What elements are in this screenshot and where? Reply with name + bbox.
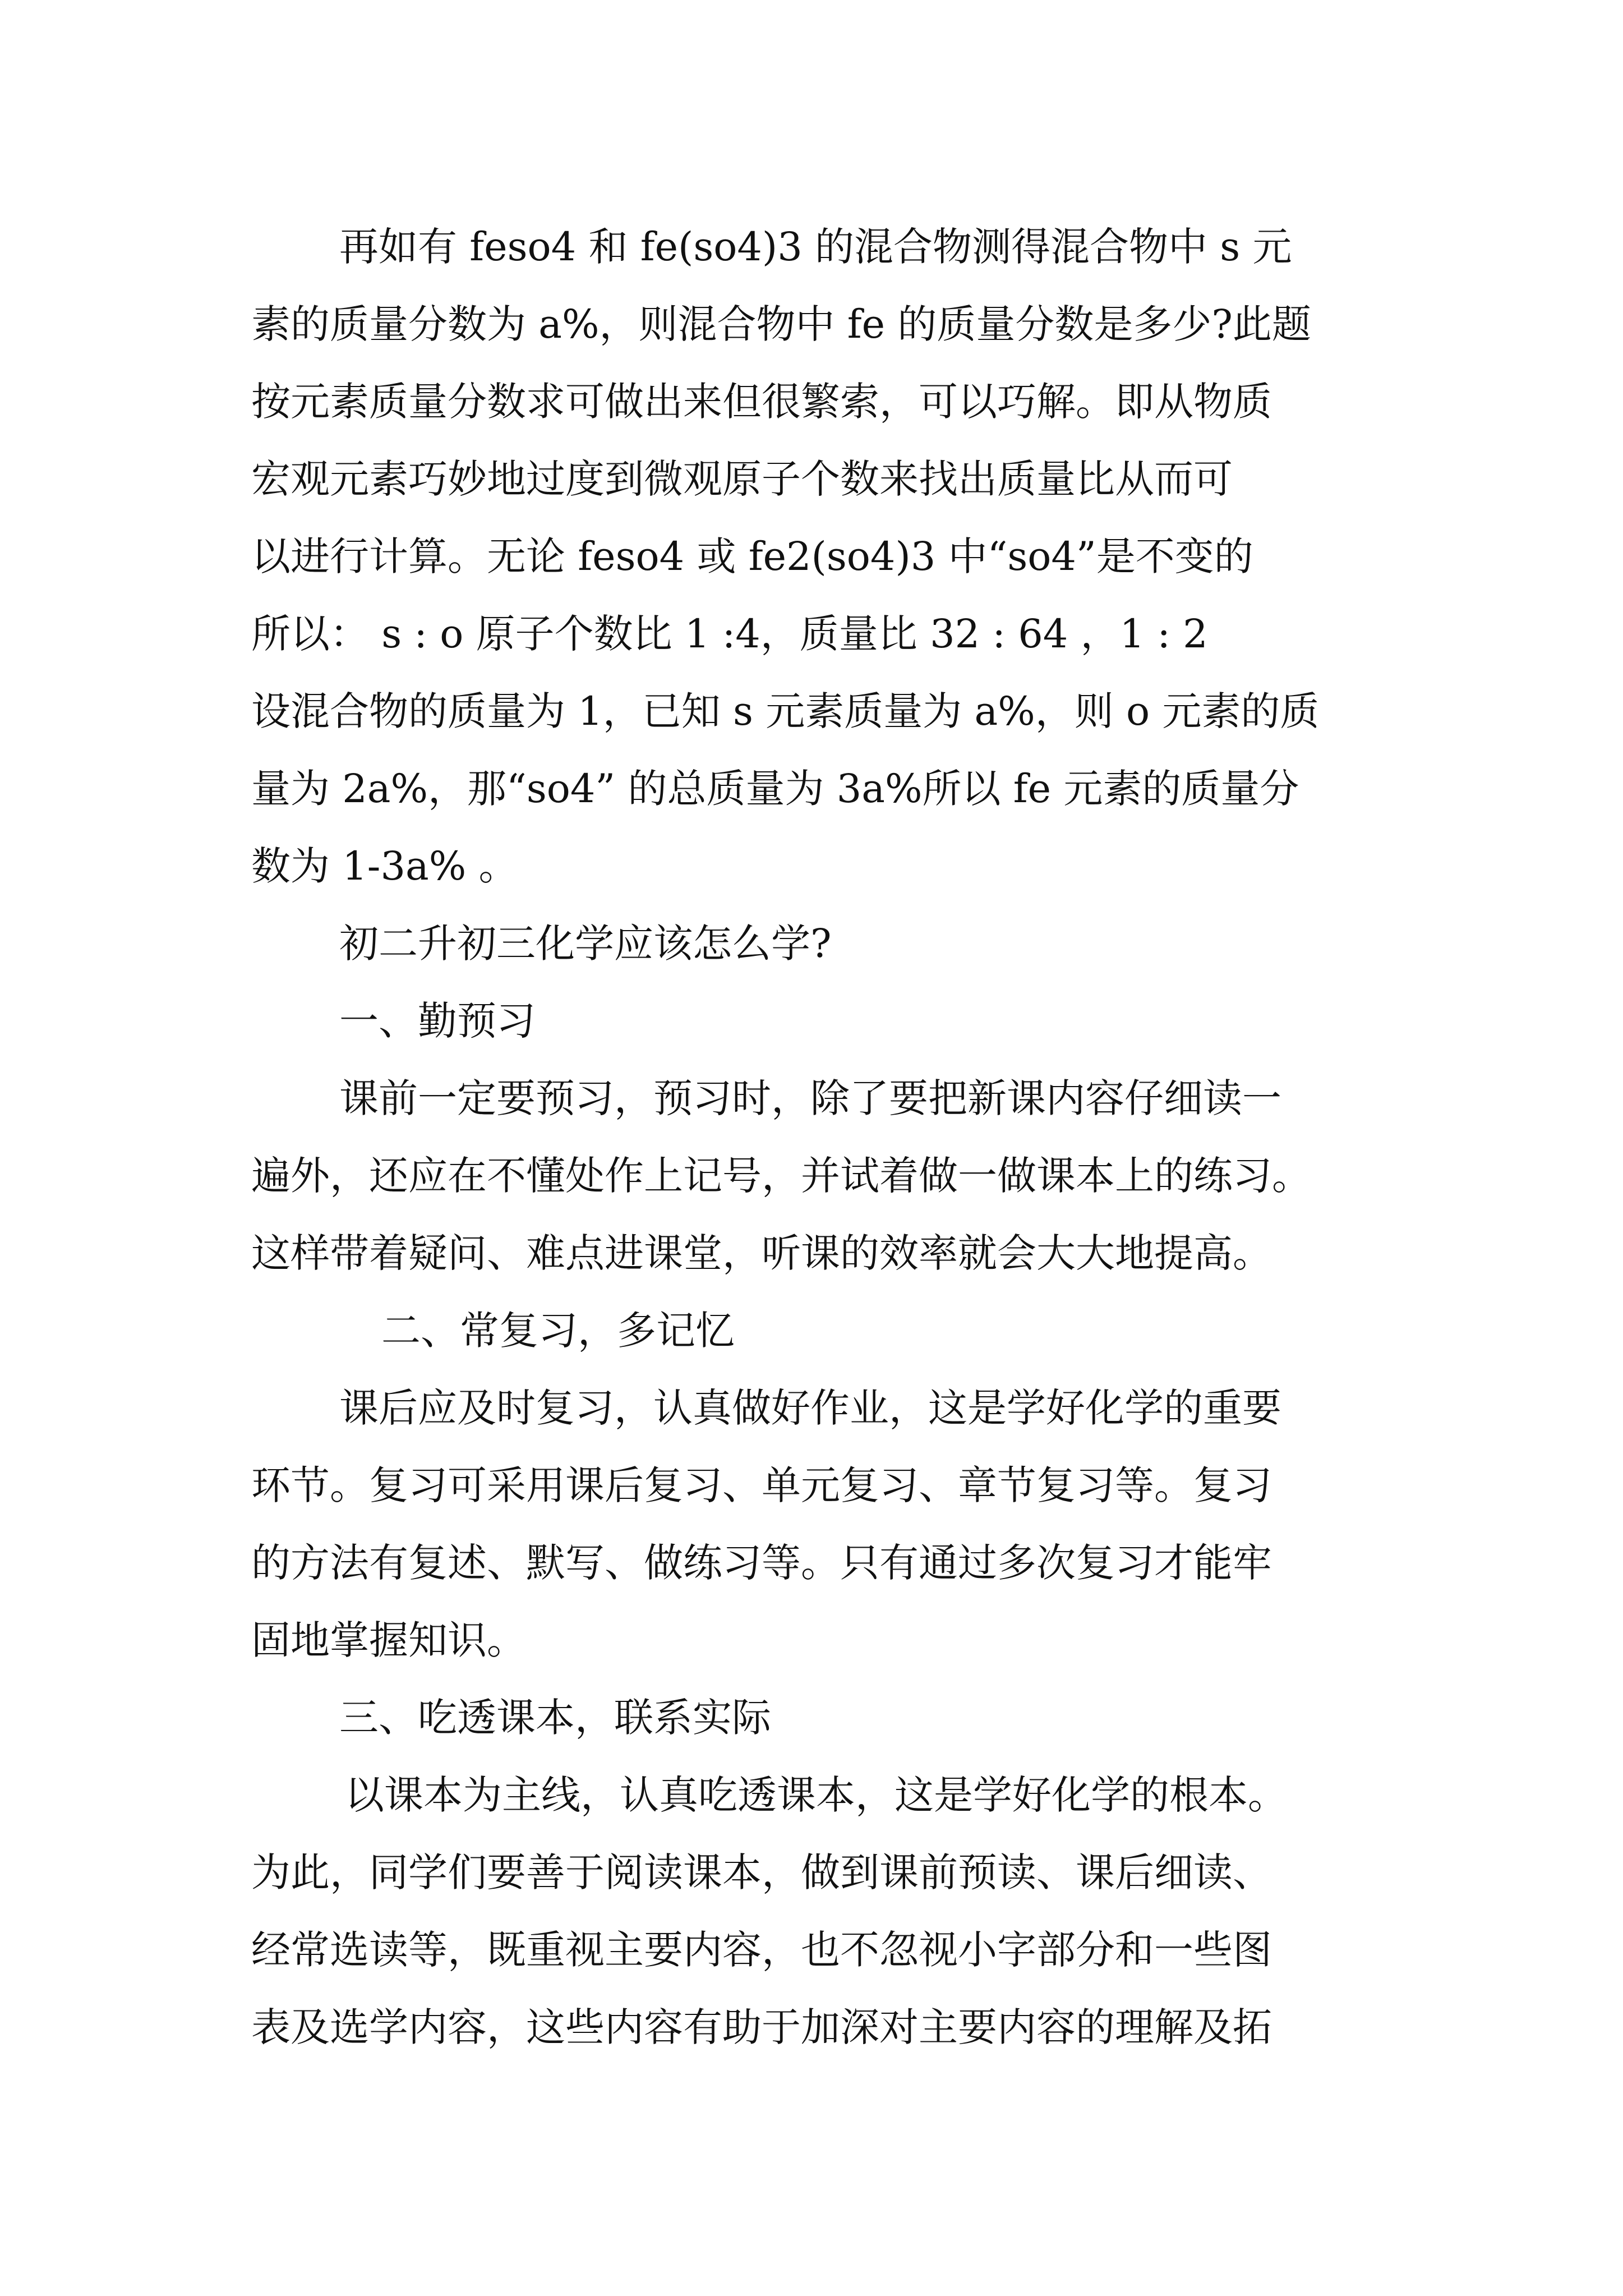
paragraph-line: 经常选读等，既重视主要内容，也不忽视小字部分和一些图 <box>251 1927 1272 1973</box>
section-heading: 三、吃透课本，联系实际 <box>339 1695 771 1741</box>
paragraph-line: 再如有 feso4 和 fe(so4)3 的混合物测得混合物中 s 元 <box>339 224 1292 270</box>
paragraph-line: 按元素质量分数求可做出来但很繁索，可以巧解。即从物质 <box>251 379 1272 425</box>
paragraph-line: 所以： s : o 原子个数比 1 :4，质量比 32 : 64 ，1 : 2 <box>251 611 1208 657</box>
paragraph-line: 遍外，还应在不懂处作上记号，并试着做一做课本上的练习。 <box>251 1153 1311 1199</box>
paragraph-line: 表及选学内容，这些内容有助于加深对主要内容的理解及拓 <box>251 2004 1272 2050</box>
paragraph-line: 以课本为主线，认真吃透课本，这是学好化学的根本。 <box>345 1772 1287 1818</box>
section-heading: 初二升初三化学应该怎么学? <box>339 921 832 967</box>
paragraph-line: 的方法有复述、默写、做练习等。只有通过多次复习才能牢 <box>251 1540 1272 1586</box>
paragraph-line: 量为 2a%，那“so4” 的总质量为 3a%所以 fe 元素的质量分 <box>251 766 1299 812</box>
paragraph-line: 素的质量分数为 a%，则混合物中 fe 的质量分数是多少?此题 <box>251 301 1311 347</box>
section-heading: 二、常复习，多记忆 <box>381 1308 735 1354</box>
paragraph-line: 以进行计算。无论 feso4 或 fe2(so4)3 中“so4”是不变的 <box>251 533 1253 579</box>
paragraph-line: 环节。复习可采用课后复习、单元复习、章节复习等。复习 <box>251 1462 1272 1508</box>
paragraph-line: 宏观元素巧妙地过度到微观原子个数来找出质量比从而可 <box>251 456 1233 502</box>
paragraph-line: 数为 1-3a% 。 <box>251 843 518 889</box>
paragraph-line: 固地掌握知识。 <box>251 1617 526 1663</box>
paragraph-line: 为此，同学们要善于阅读课本，做到课前预读、课后细读、 <box>251 1849 1272 1895</box>
section-heading: 一、勤预习 <box>339 998 536 1044</box>
paragraph-line: 课后应及时复习，认真做好作业，这是学好化学的重要 <box>339 1385 1281 1431</box>
paragraph-line: 课前一定要预习，预习时，除了要把新课内容仔细读一 <box>339 1075 1281 1121</box>
paragraph-line: 设混合物的质量为 1，已知 s 元素质量为 a%，则 o 元素的质 <box>251 688 1320 734</box>
paragraph-line: 这样带着疑问、难点进课堂，听课的效率就会大大地提高。 <box>251 1230 1272 1276</box>
